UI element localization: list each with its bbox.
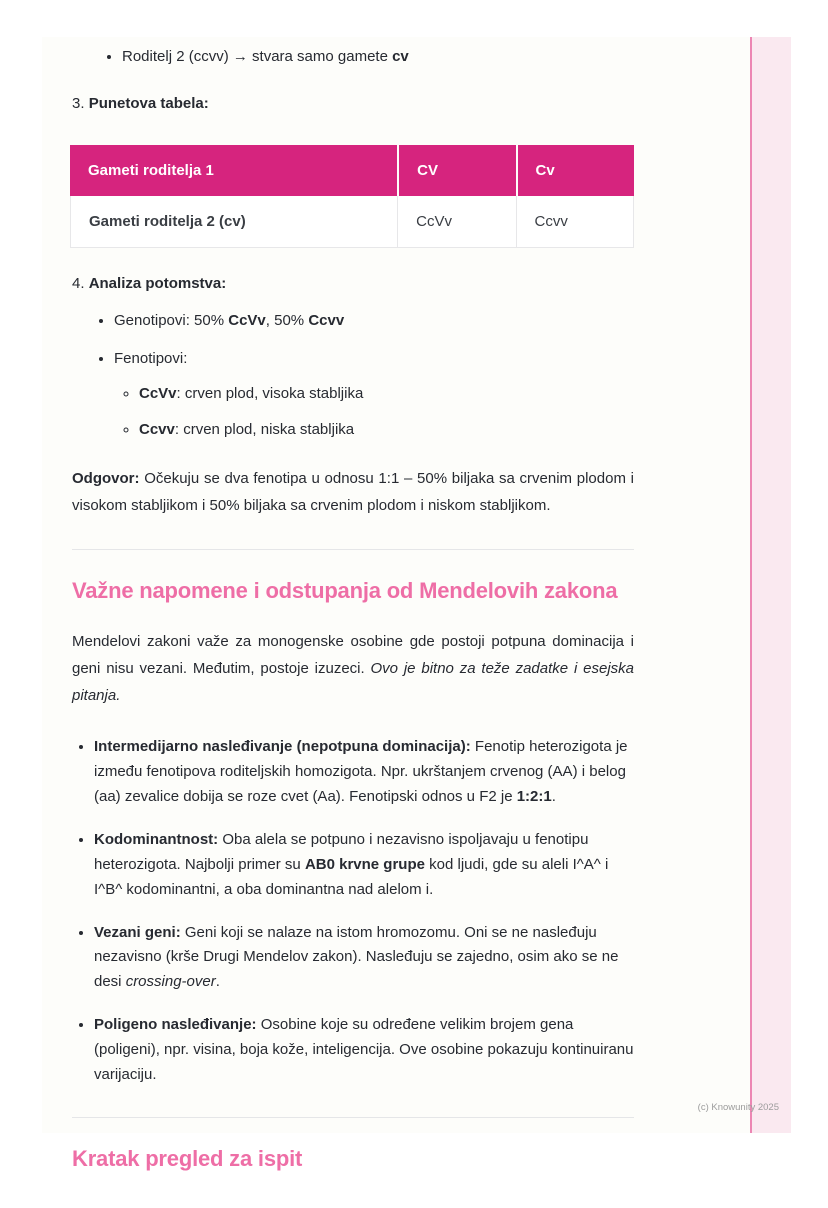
- note-item: [94, 1013, 634, 1088]
- list-item: • Roditelj 2 (ccvv) → stvara samo gamete cv: [122, 45, 634, 68]
- analysis-bullet-list: [72, 310, 634, 441]
- section-divider: [72, 1117, 634, 1118]
- page-edge-strip: [750, 37, 791, 1133]
- watermark: (c) Knowunity 2025: [697, 1102, 779, 1113]
- note-item-text: Intermedijarno nasleđivanje (nepotpuna dominacija): Fenotip heterozigota je između fenotipova roditeljskih homozigota. Npr. ukrštanjem crvenog (AA) i belog (aa) zevalice dobija se roze cvet (Aa). Fenotipski odnos u F2 je 1:2:1.: [94, 738, 628, 805]
- punnett-table: [70, 145, 634, 248]
- list-item: [139, 383, 634, 406]
- intro-bullet-list: [72, 45, 634, 68]
- list-item-text: Genotipovi: 50% CcVv, 50% Ccvv: [114, 312, 345, 330]
- section-divider: [72, 549, 634, 550]
- note-item-text: Kodominantnost: Oba alela se potpuno i nezavisno ispoljavaju u fenotipu heterozigota. Najbolji primer su AB0 krvne grupe kod ljudi, gde su aleli I^A^ i I^B^ kodominantni, a oba dominantna nad alelom i.: [94, 830, 609, 898]
- answer-paragraph: Odgovor: Očekuju se dva fenotipa u odnosu 1:1 – 50% biljaka sa crvenim plodom i visokom stabljikom i 50% biljaka sa crvenim plodom i niskom stabljikom.: [72, 470, 634, 514]
- table-header-row: [70, 145, 634, 196]
- table-row: [70, 196, 634, 248]
- numbered-item-4: 4. Analiza potomstva:: [72, 274, 227, 292]
- phenotype-sublist: [114, 383, 634, 441]
- list-item-text: Fenotipovi:: [114, 349, 188, 367]
- header-cell: Gameti roditelja 1: [70, 145, 397, 196]
- note-item: [94, 735, 634, 810]
- note-item-text: Vezani geni: Geni koji se nalaze na istom hromozomu. Oni se ne nasleđuju nezavisno (krše Drugi Mendelov zakon). Nasleđuju se zajedno, osim ako se ne desi crossing-over.: [94, 923, 619, 991]
- table-cell: Gameti roditelja 2 (cv): [70, 196, 397, 248]
- document-viewer: [0, 37, 828, 1208]
- list-item: [114, 348, 634, 442]
- note-item: [94, 921, 634, 996]
- content-area: [42, 37, 634, 1172]
- table-cell: CcVv: [397, 196, 515, 248]
- numbered-item-3: 3. Punetova tabela:: [72, 95, 209, 113]
- document-page: [42, 37, 791, 1171]
- list-item-text: Ccvv: crven plod, niska stabljika: [139, 420, 355, 438]
- header-cell: Cv: [516, 145, 634, 196]
- note-item-text: Poligeno nasleđivanje: Osobine koje su određene velikim brojem gena (poligeni), npr. visina, boja kože, inteligencija. Ove osobine pokazuju kontinuiranu varijaciju.: [94, 1016, 634, 1083]
- section-heading-pregled: Kratak pregled za ispit: [72, 1145, 303, 1171]
- header-cell: CV: [397, 145, 515, 196]
- section-intro-paragraph: Mendelovi zakoni važe za monogenske osobine gde postoji potpuna dominacija i geni nisu vezani. Međutim, postoje izuzeci. Ovo je bitno za teže zadatke i esejska pitanja.: [72, 633, 634, 704]
- section-heading-napomene: Važne napomene i odstupanja od Mendelovih zakona: [72, 577, 618, 603]
- notes-list: [72, 735, 634, 1088]
- note-item: [94, 828, 634, 903]
- list-item: [139, 419, 634, 442]
- list-item: [114, 310, 634, 333]
- list-item-text: CcVv: crven plod, visoka stabljika: [139, 385, 364, 403]
- table-cell: Ccvv: [516, 196, 634, 248]
